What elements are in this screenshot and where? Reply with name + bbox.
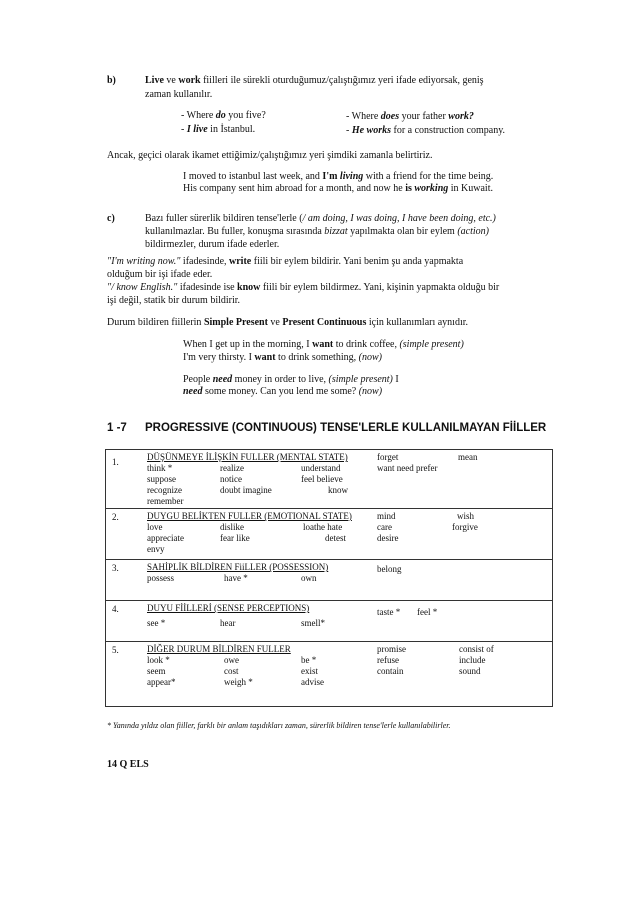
- table-cell: 3.: [112, 563, 119, 573]
- example2-line2: [183, 184, 493, 194]
- para1-line3: [107, 283, 499, 293]
- ex-text: -: [181, 124, 187, 135]
- section-number: 1 -7: [107, 422, 127, 434]
- ex-text: When I get up in the morning, I: [183, 339, 313, 350]
- ex-text: some money. Can you lend me some?: [202, 386, 359, 397]
- table-cell: suppose: [147, 474, 176, 484]
- c-text: yapılmakta olan bir eylem: [347, 226, 458, 237]
- ex-bold: want: [312, 339, 334, 350]
- ex-text: in Kuwait.: [448, 183, 493, 194]
- ex-italic: (simple present): [399, 339, 464, 350]
- table-cell: remember: [147, 496, 184, 506]
- table-cell: own: [301, 573, 317, 583]
- table-row: [106, 560, 552, 601]
- page-footer: 14 Q ELS: [107, 759, 149, 770]
- table-cell: DÜŞÜNMEYE İLİŞKİN FULLER (MENTAL STATE): [147, 452, 348, 462]
- ex-text: His company sent him abroad for a month, and now he: [183, 183, 406, 194]
- verbs-table: [105, 449, 553, 707]
- line1-rest: fiilleri ile sürekli oturduğumuz/çalıştığımız yeri ifade ediyorsak, geniş: [203, 75, 484, 86]
- table-cell: taste *: [377, 607, 401, 617]
- table-cell: weigh *: [224, 677, 253, 687]
- table-cell: know: [328, 485, 348, 495]
- example2-line1: [183, 172, 493, 182]
- table-cell: include: [459, 655, 486, 665]
- table-cell: care: [377, 522, 392, 532]
- section-c-label: c): [107, 213, 115, 224]
- example-right-2: [346, 126, 505, 136]
- table-cell: belong: [377, 564, 402, 574]
- table-row: [106, 601, 552, 642]
- table-cell: dislike: [220, 522, 244, 532]
- ex-emph: I'm: [322, 171, 338, 182]
- example-left-1: [181, 111, 266, 121]
- section-b-line2: zaman kullanılır.: [145, 89, 213, 100]
- example-right-1: [346, 112, 474, 122]
- ex-text: -: [346, 125, 352, 136]
- table-cell: detest: [325, 533, 346, 543]
- ex-text: I'm very thirsty. I: [183, 352, 255, 363]
- example-left-2: [181, 125, 255, 135]
- p-italic: "/ know English.": [107, 282, 178, 293]
- conj-ve: ve: [166, 75, 176, 86]
- c-text: Bazı fuller sürerlik bildiren tense'lerle (: [145, 213, 303, 224]
- verb-live: Live: [145, 75, 164, 86]
- ex-emph: does: [380, 111, 400, 122]
- table-cell: SAHİPLİK BİLDİREN FiiLLER (POSSESSION): [147, 562, 329, 572]
- ex-text: to drink something,: [275, 352, 359, 363]
- table-cell: exist: [301, 666, 318, 676]
- ex-emph: He works: [351, 125, 392, 136]
- section-c-line1: [145, 214, 496, 224]
- p-bold: Present Continuous: [282, 317, 367, 328]
- table-cell: hear: [220, 618, 236, 628]
- table-cell: DİĞER DURUM BİLDİREN FULLER: [147, 644, 291, 654]
- ex-text: I: [392, 374, 399, 385]
- ex-text: your father: [399, 111, 449, 122]
- ex-emph: do: [215, 110, 226, 121]
- table-cell: loathe hate: [303, 522, 343, 532]
- example3-line2: [183, 353, 382, 363]
- table-cell: cost: [224, 666, 239, 676]
- table-cell: look *: [147, 655, 170, 665]
- table-cell: appreciate: [147, 533, 184, 543]
- table-cell: forgive: [452, 522, 478, 532]
- table-cell: love: [147, 522, 163, 532]
- table-cell: wish: [457, 511, 475, 521]
- section-title: PROGRESSIVE (CONTINUOUS) TENSE'LERLE KULLANILMAYAN FİİLLER: [145, 422, 547, 434]
- table-row: [106, 642, 552, 706]
- ex-emph: need: [183, 386, 203, 397]
- table-cell: feel believe: [301, 474, 343, 484]
- p-text: fiili bir eylem bildirir. Yani benim şu anda yapmakta: [251, 256, 464, 267]
- section-b-label: b): [107, 75, 116, 86]
- ex-text: money in order to live,: [232, 374, 329, 385]
- table-cell: doubt imagine: [220, 485, 272, 495]
- table-cell: notice: [220, 474, 242, 484]
- example3-line1: [183, 340, 464, 350]
- table-cell: be *: [301, 655, 317, 665]
- para1-line1: [107, 257, 463, 267]
- table-cell: smell*: [301, 618, 325, 628]
- table-cell: sound: [459, 666, 481, 676]
- c-italic: (action): [457, 226, 489, 237]
- table-cell: DUYGU BELİKTEN FULLER (EMOTIONAL STATE): [147, 511, 352, 521]
- table-cell: mean: [458, 452, 478, 462]
- table-cell: seem: [147, 666, 166, 676]
- p-text: Durum bildiren fiillerin: [107, 317, 204, 328]
- ex-emph: working: [414, 183, 449, 194]
- ex-text: to drink coffee,: [333, 339, 400, 350]
- table-cell: owe: [224, 655, 239, 665]
- ex-text: - Where: [181, 110, 216, 121]
- p-text: ve: [267, 317, 283, 328]
- table-cell: desire: [377, 533, 399, 543]
- ex-bold: want: [254, 352, 276, 363]
- ex-text: for a construction company.: [391, 125, 506, 136]
- table-cell: refuse: [377, 655, 399, 665]
- table-cell: understand: [301, 463, 341, 473]
- ex-text: - Where: [346, 111, 381, 122]
- table-cell: 4.: [112, 604, 119, 614]
- example3-line4: [183, 387, 382, 397]
- table-row: [106, 509, 552, 560]
- table-cell: realize: [220, 463, 244, 473]
- p-text: ifadesinde,: [180, 256, 230, 267]
- table-row: [106, 450, 552, 509]
- table-cell: 2.: [112, 512, 119, 522]
- example3-line3: [183, 375, 399, 385]
- table-cell: consist of: [459, 644, 494, 654]
- ex-emph: is: [405, 183, 412, 194]
- ex-emph: need: [212, 374, 233, 385]
- p-bold: write: [229, 256, 252, 267]
- p-text: için kullanımları aynıdır.: [366, 317, 469, 328]
- table-cell: feel *: [417, 607, 438, 617]
- ex-text: in İstanbul.: [207, 124, 256, 135]
- c-text: kullanılmazlar. Bu fuller, konuşma sırasında: [145, 226, 325, 237]
- ex-text: you five?: [225, 110, 266, 121]
- para1-line2: olduğum bir işi ifade eder.: [107, 269, 213, 280]
- p-text: fiili bir eylem bildirmez. Yani, kişinin yapmakta olduğu bir: [260, 282, 500, 293]
- table-cell: have *: [224, 573, 248, 583]
- ex-italic: (now): [358, 352, 382, 363]
- table-cell: possess: [147, 573, 175, 583]
- p-text: ifadesinde ise: [177, 282, 238, 293]
- table-cell: 5.: [112, 645, 119, 655]
- table-cell: fear like: [220, 533, 250, 543]
- ex-text: with a friend for the time being.: [363, 171, 494, 182]
- ex-emph: living: [339, 171, 364, 182]
- table-cell: forget: [377, 452, 399, 462]
- table-cell: envy: [147, 544, 165, 554]
- table-cell: DUYU FİİLLERİ (SENSE PERCEPTIONS): [147, 603, 310, 613]
- table-cell: mind: [377, 511, 396, 521]
- section-b-note: Ancak, geçici olarak ikamet ettiğimiz/çalıştığımız yeri şimdiki zamanla belirtiriz.: [107, 150, 433, 161]
- section-b-line1: [145, 76, 484, 86]
- ex-text: People: [183, 374, 213, 385]
- table-cell: contain: [377, 666, 404, 676]
- p-italic: "I'm writing now.": [107, 256, 181, 267]
- table-cell: want need prefer: [377, 463, 438, 473]
- ex-emph: work?: [448, 111, 474, 122]
- table-cell: appear*: [147, 677, 176, 687]
- c-italic: / am doing, I was doing, I have been doing, etc.): [302, 213, 496, 224]
- section-c-line3: bildirmezler, durum ifade ederler.: [145, 239, 280, 250]
- ex-italic: (now): [358, 386, 383, 397]
- p-bold: Simple Present: [203, 317, 268, 328]
- footnote: * Yanında yıldız olan fiiller, farklı bir anlam taşıdıkları zaman, sürerlik bildiren tense'lerle kullanılabilirler.: [107, 721, 451, 730]
- table-cell: promise: [377, 644, 406, 654]
- para2: [107, 318, 468, 328]
- c-italic: bizzat: [324, 226, 348, 237]
- ex-text: I moved to istanbul last week, and: [183, 171, 323, 182]
- table-cell: 1.: [112, 457, 119, 467]
- verb-work: work: [178, 75, 201, 86]
- table-cell: think *: [147, 463, 173, 473]
- section-c-line2: [145, 227, 489, 237]
- ex-emph: I live: [186, 124, 208, 135]
- para1-line4: işi değil, statik bir durum bildirir.: [107, 295, 241, 306]
- ex-italic: (simple present): [328, 374, 393, 385]
- table-cell: advise: [301, 677, 324, 687]
- p-bold: know: [237, 282, 261, 293]
- table-cell: recognize: [147, 485, 182, 495]
- table-cell: see *: [147, 618, 166, 628]
